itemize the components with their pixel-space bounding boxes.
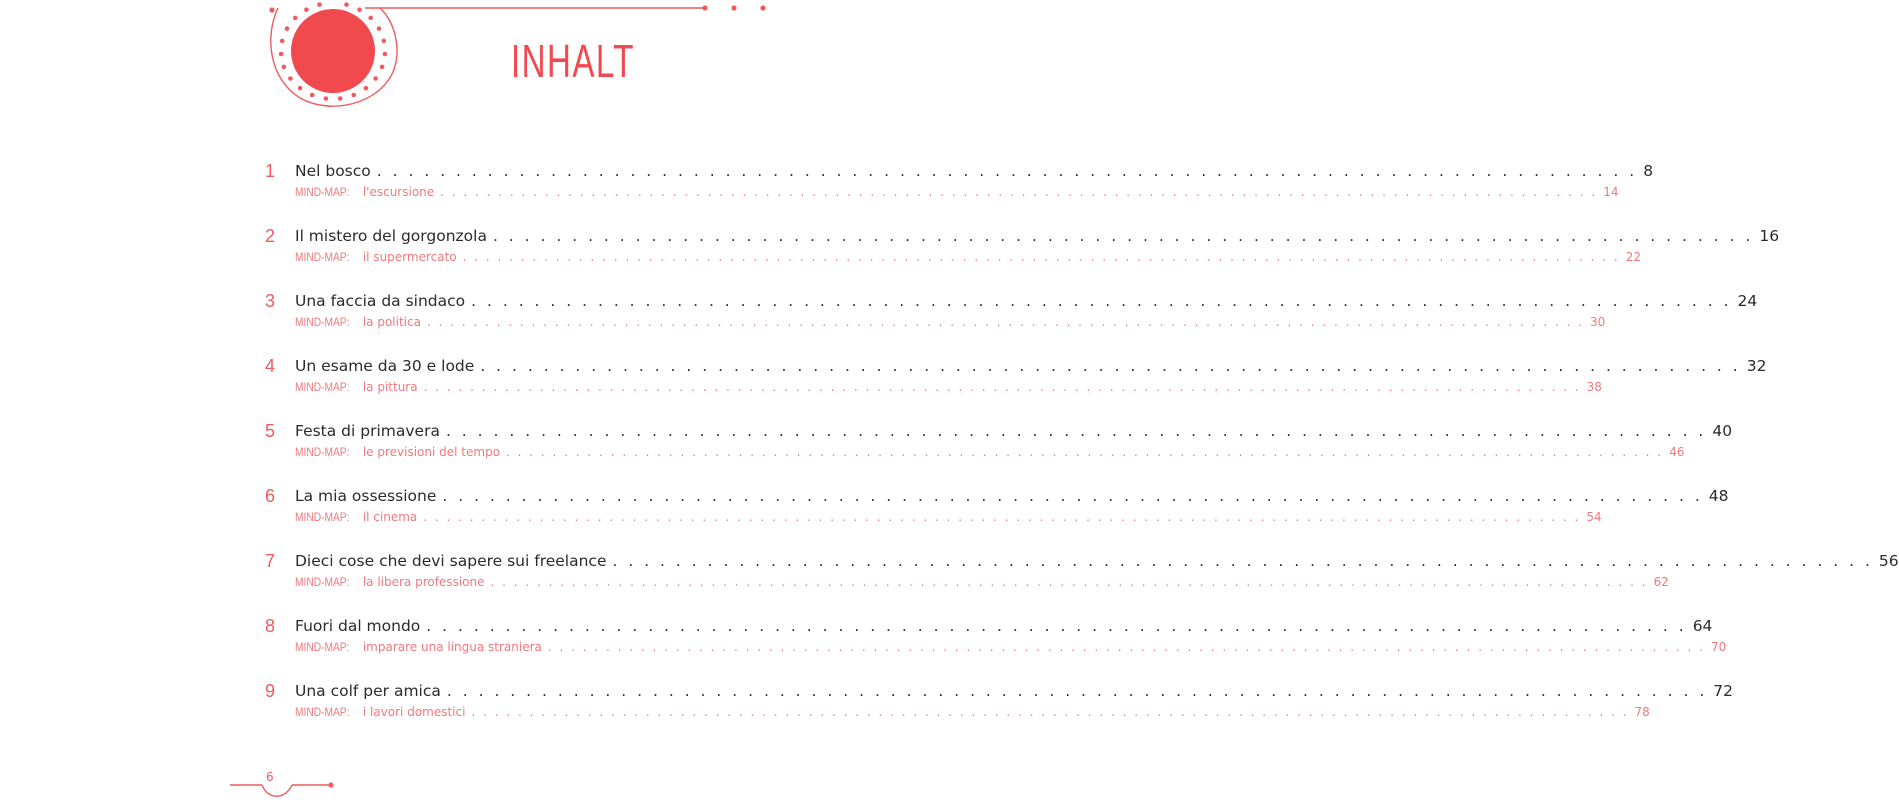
ornament-dot — [304, 7, 309, 12]
chapter-number: 4 — [265, 356, 276, 376]
table-of-contents — [265, 159, 1899, 744]
mindmap-entry[interactable] — [295, 640, 1727, 654]
ornament-dot — [298, 86, 303, 91]
dot-leader: . . . . . . . . . . . . . . . . . . . . . . . . . . . . . . . . . . . . . . . . . . . . . . . . . . . . . . . . . . . . . . . . . . . . . . . . . . . . . . . . — [442, 487, 1703, 505]
toc-chapter — [265, 484, 1729, 549]
mindmap-page: 54 — [1586, 510, 1602, 524]
chapter-page: 24 — [1737, 292, 1758, 310]
ornament-dot — [382, 39, 387, 44]
ornament-dot — [279, 52, 284, 57]
ornament-dot — [383, 52, 388, 57]
chapter-number: 3 — [265, 291, 276, 311]
dot-leader: . . . . . . . . . . . . . . . . . . . . . . . . . . . . . . . . . . . . . . . . . . . . . . . . . . . . . . . . . . . . . . . . . . . . . . . . . . . . . . . . . . . . . . . . . . . . . . . . . . . . — [426, 315, 1585, 329]
chapter-number: 1 — [265, 161, 276, 181]
rule-dot — [731, 5, 736, 10]
dot-leader: . . . . . . . . . . . . . . . . . . . . . . . . . . . . . . . . . . . . . . . . . . . . . . . . . . . . . . . . . . . . . . . . . . . . . . . . . . . . . . . . — [471, 292, 1732, 310]
dot-leader: . . . . . . . . . . . . . . . . . . . . . . . . . . . . . . . . . . . . . . . . . . . . . . . . . . . . . . . . . . . . . . . . . . . . . . . . . . . . . . . . . . . . . . . . . . . . . . . . . . . . — [547, 640, 1705, 654]
chapter-page: 8 — [1643, 162, 1654, 180]
sun-ornament — [269, 2, 397, 106]
dot-leader: . . . . . . . . . . . . . . . . . . . . . . . . . . . . . . . . . . . . . . . . . . . . . . . . . . . . . . . . . . . . . . . . . . . . . . . . . . . . . . . . — [492, 227, 1754, 245]
toc-chapter — [265, 419, 1733, 484]
mindmap-label: MIND-MAP: — [295, 380, 350, 394]
mindmap-label: MIND-MAP: — [295, 250, 350, 264]
mindmap-page: 70 — [1710, 640, 1727, 654]
mindmap-entry[interactable] — [295, 315, 1606, 329]
mindmap-topic: i lavori domestici — [362, 705, 466, 719]
dot-leader: . . . . . . . . . . . . . . . . . . . . . . . . . . . . . . . . . . . . . . . . . . . . . . . . . . . . . . . . . . . . . . . . . . . . . . . . . . . . . . . . . . . . . . . . . . . . . . . . . . . . — [471, 705, 1629, 719]
chapter-entry[interactable] — [295, 227, 1780, 245]
ornament-dot — [293, 16, 298, 21]
chapter-entry[interactable] — [295, 682, 1734, 700]
mindmap-label: MIND-MAP: — [295, 640, 350, 654]
chapter-number: 2 — [265, 226, 276, 246]
chapter-number: 5 — [265, 421, 276, 441]
toc-chapter — [265, 224, 1780, 289]
chapter-title: Una faccia da sindaco — [295, 292, 466, 310]
mindmap-label: MIND-MAP: — [295, 705, 350, 719]
dot-leader: . . . . . . . . . . . . . . . . . . . . . . . . . . . . . . . . . . . . . . . . . . . . . . . . . . . . . . . . . . . . . . . . . . . . . . . . . . . . . . . . — [426, 617, 1687, 635]
chapter-title: Il mistero del gorgonzola — [295, 227, 487, 245]
mindmap-label: MIND-MAP: — [295, 185, 350, 199]
mindmap-entry[interactable] — [295, 380, 1602, 394]
dot-leader: . . . . . . . . . . . . . . . . . . . . . . . . . . . . . . . . . . . . . . . . . . . . . . . . . . . . . . . . . . . . . . . . . . . . . . . . . . . . . . . . — [612, 552, 1873, 570]
mindmap-label: MIND-MAP: — [295, 575, 350, 589]
ornament-dot — [357, 7, 362, 12]
mindmap-entry[interactable] — [295, 705, 1650, 719]
chapter-page: 72 — [1713, 682, 1734, 700]
mindmap-page: 46 — [1669, 445, 1685, 459]
chapter-entry[interactable] — [295, 422, 1733, 440]
mindmap-topic: imparare una lingua straniera — [362, 640, 542, 654]
chapter-page: 56 — [1878, 552, 1899, 570]
mindmap-entry[interactable] — [295, 445, 1685, 459]
ornament-dot — [377, 26, 382, 31]
dot-leader: . . . . . . . . . . . . . . . . . . . . . . . . . . . . . . . . . . . . . . . . . . . . . . . . . . . . . . . . . . . . . . . . . . . . . . . . . . . . . . . . . . . . . . . . . . . . . . . . . . . . — [490, 575, 1648, 589]
mindmap-topic: la politica — [362, 315, 421, 329]
toc-chapter — [265, 679, 1734, 744]
mindmap-topic: la libera professione — [362, 575, 485, 589]
mindmap-page: 62 — [1653, 575, 1669, 589]
ornament-dot — [380, 65, 385, 70]
chapter-title: Un esame da 30 e lode — [295, 357, 475, 375]
ornament-dot — [280, 39, 285, 44]
ornament-dot — [352, 93, 357, 98]
ornament-dot — [364, 86, 369, 91]
chapter-title: Fuori dal mondo — [295, 617, 421, 635]
mindmap-entry[interactable] — [295, 185, 1619, 199]
chapter-entry[interactable] — [295, 357, 1767, 375]
chapter-entry[interactable] — [295, 162, 1654, 180]
mindmap-topic: l'escursione — [362, 185, 435, 199]
chapter-entry[interactable] — [295, 617, 1713, 635]
page-title: INHALT — [511, 35, 635, 87]
mindmap-page: 78 — [1634, 705, 1650, 719]
toc-chapter — [265, 614, 1727, 679]
chapter-number: 6 — [265, 486, 276, 506]
chapter-page: 32 — [1746, 357, 1767, 375]
mindmap-entry[interactable] — [295, 510, 1602, 524]
dot-leader: . . . . . . . . . . . . . . . . . . . . . . . . . . . . . . . . . . . . . . . . . . . . . . . . . . . . . . . . . . . . . . . . . . . . . . . . . . . . . . . . . . . . . . . . . . . . . . . . . . . . — [440, 185, 1598, 199]
dot-leader: . . . . . . . . . . . . . . . . . . . . . . . . . . . . . . . . . . . . . . . . . . . . . . . . . . . . . . . . . . . . . . . . . . . . . . . . . . . . . . . . . . . . . . . . . . . . . . . . . . . . — [462, 250, 1620, 264]
ornament-dot — [317, 2, 322, 7]
toc-chapter — [265, 159, 1654, 224]
ornament-dot — [373, 76, 378, 81]
chapter-entry[interactable] — [295, 552, 1899, 570]
dot-leader: . . . . . . . . . . . . . . . . . . . . . . . . . . . . . . . . . . . . . . . . . . . . . . . . . . . . . . . . . . . . . . . . . . . . . . . . . . . . . . . . — [446, 682, 1708, 700]
mindmap-topic: il supermercato — [362, 250, 457, 264]
footer-ornament — [230, 782, 334, 796]
dot-leader: . . . . . . . . . . . . . . . . . . . . . . . . . . . . . . . . . . . . . . . . . . . . . . . . . . . . . . . . . . . . . . . . . . . . . . . . . . . . . . . . — [445, 422, 1707, 440]
chapter-title: Festa di primavera — [295, 422, 440, 440]
ornament-dot — [338, 96, 343, 101]
ornament-dot — [310, 93, 315, 98]
toc-chapter — [265, 549, 1899, 614]
chapter-title: La mia ossessione — [295, 487, 437, 505]
mindmap-topic: il cinema — [362, 510, 418, 524]
ornament-dot — [282, 65, 287, 70]
toc-chapter — [265, 354, 1767, 419]
chapter-page: 64 — [1692, 617, 1713, 635]
chapter-number: 9 — [265, 681, 276, 701]
ornament-dot — [288, 76, 293, 81]
mindmap-entry[interactable] — [295, 250, 1641, 264]
mindmap-label: MIND-MAP: — [295, 315, 350, 329]
mindmap-label: MIND-MAP: — [295, 445, 350, 459]
mindmap-entry[interactable] — [295, 575, 1669, 589]
mindmap-page: 30 — [1590, 315, 1606, 329]
mindmap-label: MIND-MAP: — [295, 510, 350, 524]
dot-leader: . . . . . . . . . . . . . . . . . . . . . . . . . . . . . . . . . . . . . . . . . . . . . . . . . . . . . . . . . . . . . . . . . . . . . . . . . . . . . . . . . . . . . . . . . . . . . . . . . . . . — [423, 380, 1581, 394]
dot-leader: . . . . . . . . . . . . . . . . . . . . . . . . . . . . . . . . . . . . . . . . . . . . . . . . . . . . . . . . . . . . . . . . . . . . . . . . . . . . . . . . . . . . . . . . . . . . . . . . . . . . — [423, 510, 1581, 524]
chapter-page: 40 — [1712, 422, 1733, 440]
ornament-dot — [285, 26, 290, 31]
ornament-dot — [324, 96, 329, 101]
toc-chapter — [265, 289, 1758, 354]
page-number: 6 — [266, 770, 274, 784]
chapter-title: Una colf per amica — [295, 682, 441, 700]
chapter-page: 48 — [1708, 487, 1729, 505]
chapter-number: 8 — [265, 616, 276, 636]
chapter-entry[interactable] — [295, 292, 1758, 310]
chapter-number: 7 — [265, 551, 276, 571]
ornament-dot — [344, 2, 349, 7]
mindmap-page: 22 — [1625, 250, 1641, 264]
mindmap-page: 38 — [1586, 380, 1602, 394]
rule-end-dot — [702, 5, 707, 10]
dot-leader: . . . . . . . . . . . . . . . . . . . . . . . . . . . . . . . . . . . . . . . . . . . . . . . . . . . . . . . . . . . . . . . . . . . . . . . . . . . . . . . . — [376, 162, 1638, 180]
chapter-title: Nel bosco — [295, 162, 371, 180]
chapter-title: Dieci cose che devi sapere sui freelance — [295, 552, 607, 570]
rule-dot — [760, 5, 765, 10]
mindmap-topic: la pittura — [362, 380, 418, 394]
chapter-entry[interactable] — [295, 487, 1729, 505]
dot-leader: . . . . . . . . . . . . . . . . . . . . . . . . . . . . . . . . . . . . . . . . . . . . . . . . . . . . . . . . . . . . . . . . . . . . . . . . . . . . . . . . . . . . . . . . . . . . . . . . . . . . — [506, 445, 1664, 459]
mindmap-topic: le previsioni del tempo — [362, 445, 501, 459]
ornament-dot — [368, 16, 373, 21]
mindmap-page: 14 — [1603, 185, 1619, 199]
chapter-page: 16 — [1759, 227, 1780, 245]
dot-leader: . . . . . . . . . . . . . . . . . . . . . . . . . . . . . . . . . . . . . . . . . . . . . . . . . . . . . . . . . . . . . . . . . . . . . . . . . . . . . . . . — [480, 357, 1741, 375]
